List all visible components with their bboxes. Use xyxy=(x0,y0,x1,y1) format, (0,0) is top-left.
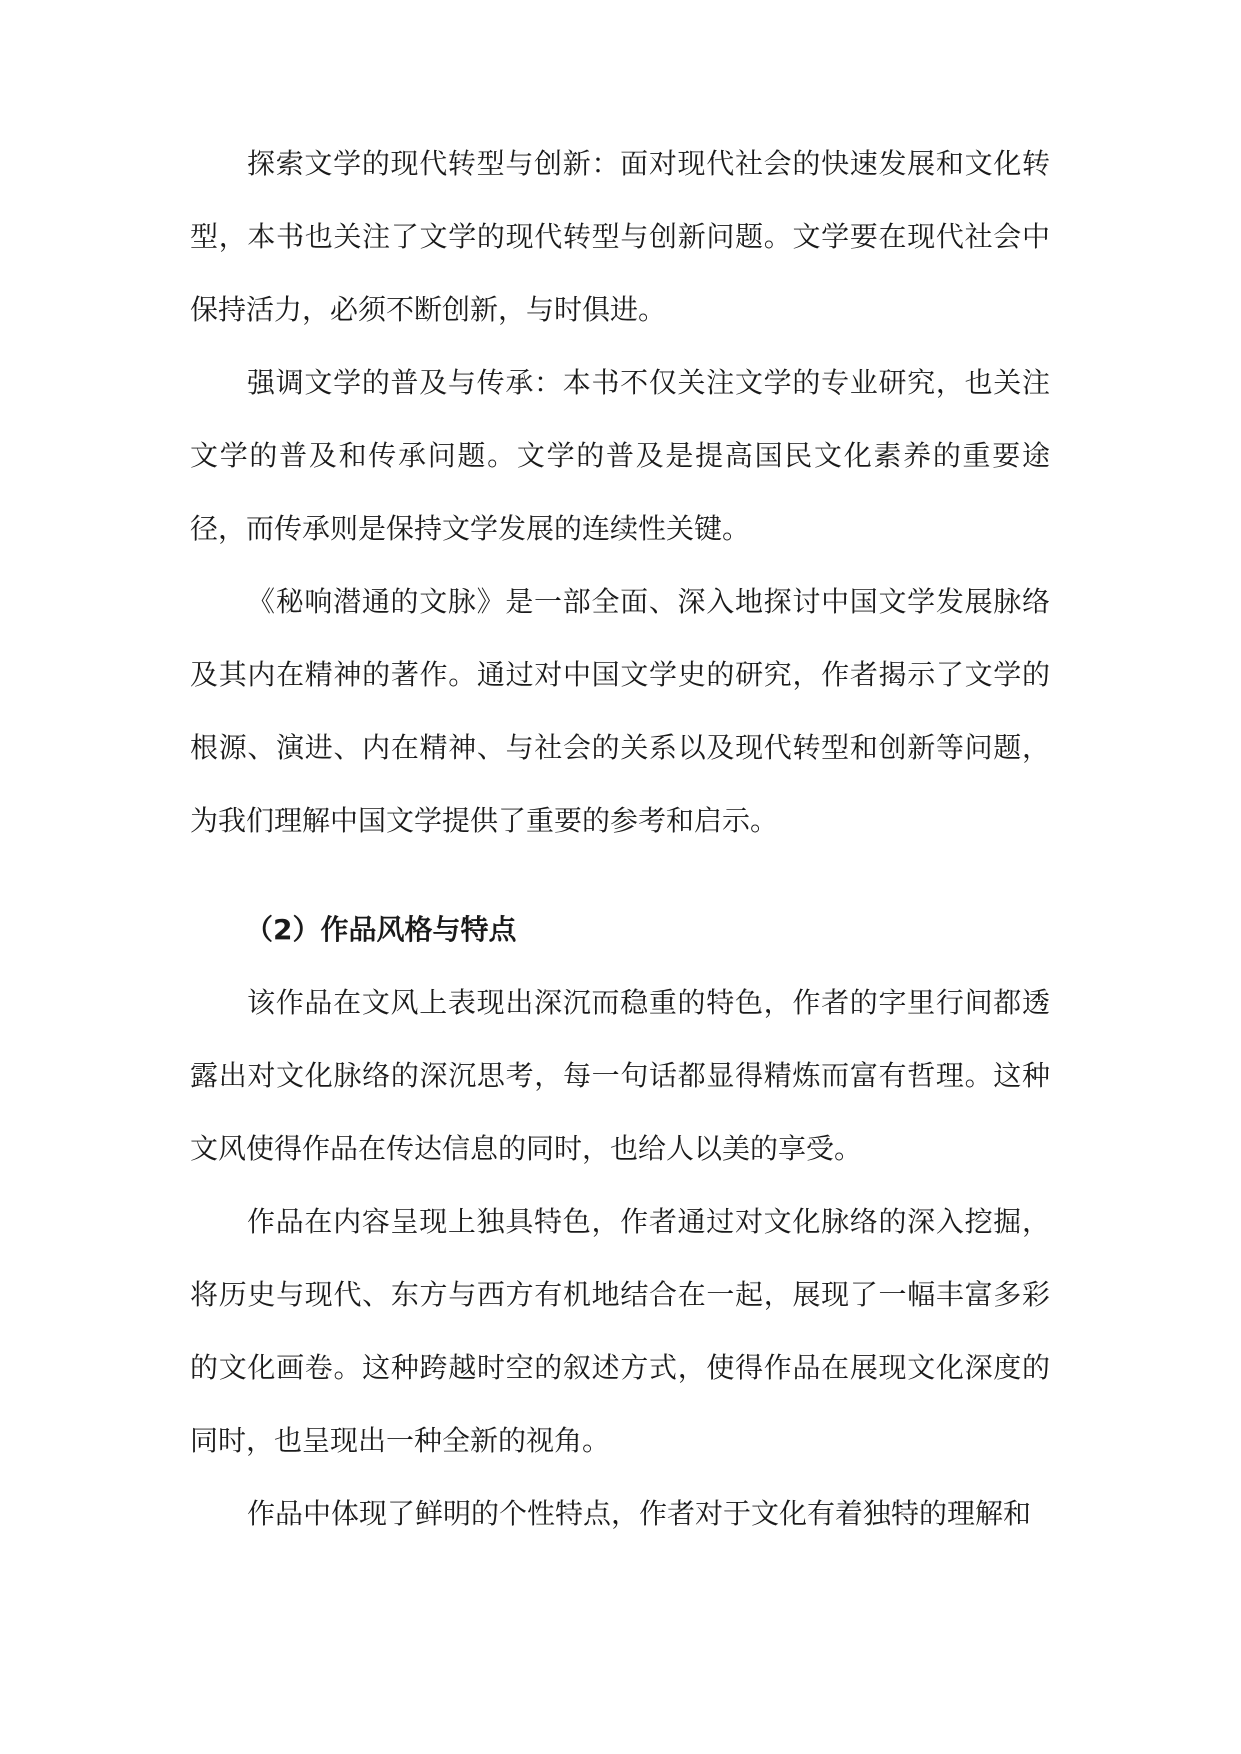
document-page xyxy=(190,127,1050,1550)
paragraph-book-summary: 《秘响潜通的文脉》是一部全面、深入地探讨中国文学发展脉络及其内在精神的著作。通过对中国文学史的研究，作者揭示了文学的根源、演进、内在精神、与社会的关系以及现代转型和创新等问题，为我们理解中国文学提供了重要的参考和启示。 xyxy=(190,585,1050,837)
paragraph-modern-transformation: 探索文学的现代转型与创新：面对现代社会的快速发展和文化转型，本书也关注了文学的现代转型与创新问题。文学要在现代社会中保持活力，必须不断创新，与时俱进。 xyxy=(190,147,1050,326)
section-heading: （2）作品风格与特点 xyxy=(245,913,517,946)
paragraph-personality-traits: 作品中体现了鲜明的个性特点，作者对于文化有着独特的理解和 xyxy=(247,1497,1032,1530)
paragraph-content-presentation: 作品在内容呈现上独具特色，作者通过对文化脉络的深入挖掘，将历史与现代、东方与西方有机地结合在一起，展现了一幅丰富多彩的文化画卷。这种跨越时空的叙述方式，使得作品在展现文化深度的同时，也呈现出一种全新的视角。 xyxy=(190,1205,1050,1457)
paragraph-writing-style: 该作品在文风上表现出深沉而稳重的特色，作者的字里行间都透露出对文化脉络的深沉思考，每一句话都显得精炼而富有哲理。这种文风使得作品在传达信息的同时，也给人以美的享受。 xyxy=(190,986,1050,1165)
paragraph-popularization-inheritance: 强调文学的普及与传承：本书不仅关注文学的专业研究，也关注文学的普及和传承问题。文学的普及是提高国民文化素养的重要途径，而传承则是保持文学发展的连续性关键。 xyxy=(190,366,1050,545)
